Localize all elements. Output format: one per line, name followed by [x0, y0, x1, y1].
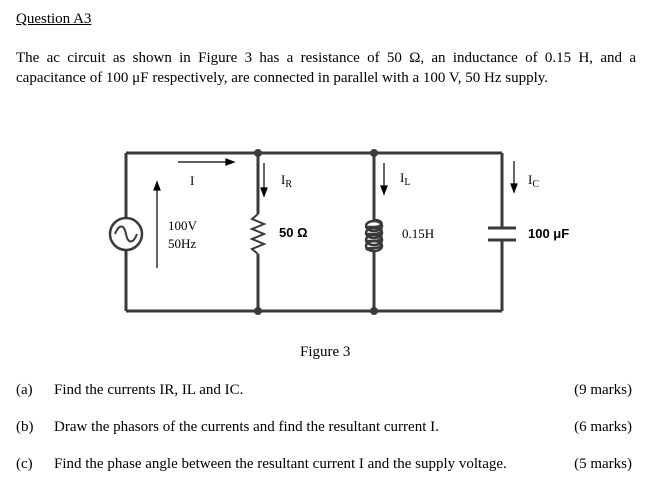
part-letter: (c)	[16, 456, 33, 472]
label-source-frequency: 50Hz	[168, 236, 197, 251]
part-marks: (6 marks)	[574, 419, 632, 435]
ac-source-symbol	[110, 218, 142, 250]
figure-caption: Figure 3	[300, 344, 351, 360]
question-part-c	[16, 456, 632, 476]
part-marks: (5 marks)	[574, 456, 632, 472]
ic-arrow-head	[511, 184, 517, 192]
junction-dots	[254, 149, 378, 315]
voltage-arrow-head	[154, 182, 160, 190]
part-letter: (a)	[16, 382, 33, 398]
label-capacitor-value: 100 μF	[528, 226, 570, 241]
question-heading: Question A3	[16, 11, 92, 27]
resistor-zigzag	[252, 214, 264, 254]
ir-arrow-head	[261, 188, 267, 196]
part-letter: (b)	[16, 419, 34, 435]
label-current-i: I	[190, 173, 195, 188]
part-marks: (9 marks)	[574, 382, 632, 398]
current-i-arrow-head	[226, 159, 234, 165]
label-source-voltage: 100V	[168, 218, 197, 233]
label-il: $I_L$	[400, 170, 411, 188]
question-part-a	[16, 382, 632, 402]
il-arrow-head	[381, 186, 387, 194]
label-inductor-value: 0.15H	[402, 226, 435, 241]
label-ir: $I_R$	[281, 172, 293, 190]
label-resistor-value: 50 Ω	[279, 225, 308, 240]
question-intro: The ac circuit as shown in Figure 3 has a resistance of 50 Ω, an inductance of 0.15 H, and a capacitance of 100 μF respectively, are connected in parallel with a 100 V, 50 Hz supply.	[16, 50, 636, 86]
inductor-coil	[366, 220, 382, 251]
label-ic: $I_C$	[528, 172, 540, 190]
part-text: Find the phase angle between the resultant current I and the supply voltage.	[54, 456, 507, 472]
part-text: Draw the phasors of the currents and find the resultant current I.	[54, 419, 439, 435]
question-part-b	[16, 419, 632, 439]
capacitor-plates	[488, 228, 516, 240]
part-text: Find the currents IR, IL and IC.	[54, 382, 244, 398]
